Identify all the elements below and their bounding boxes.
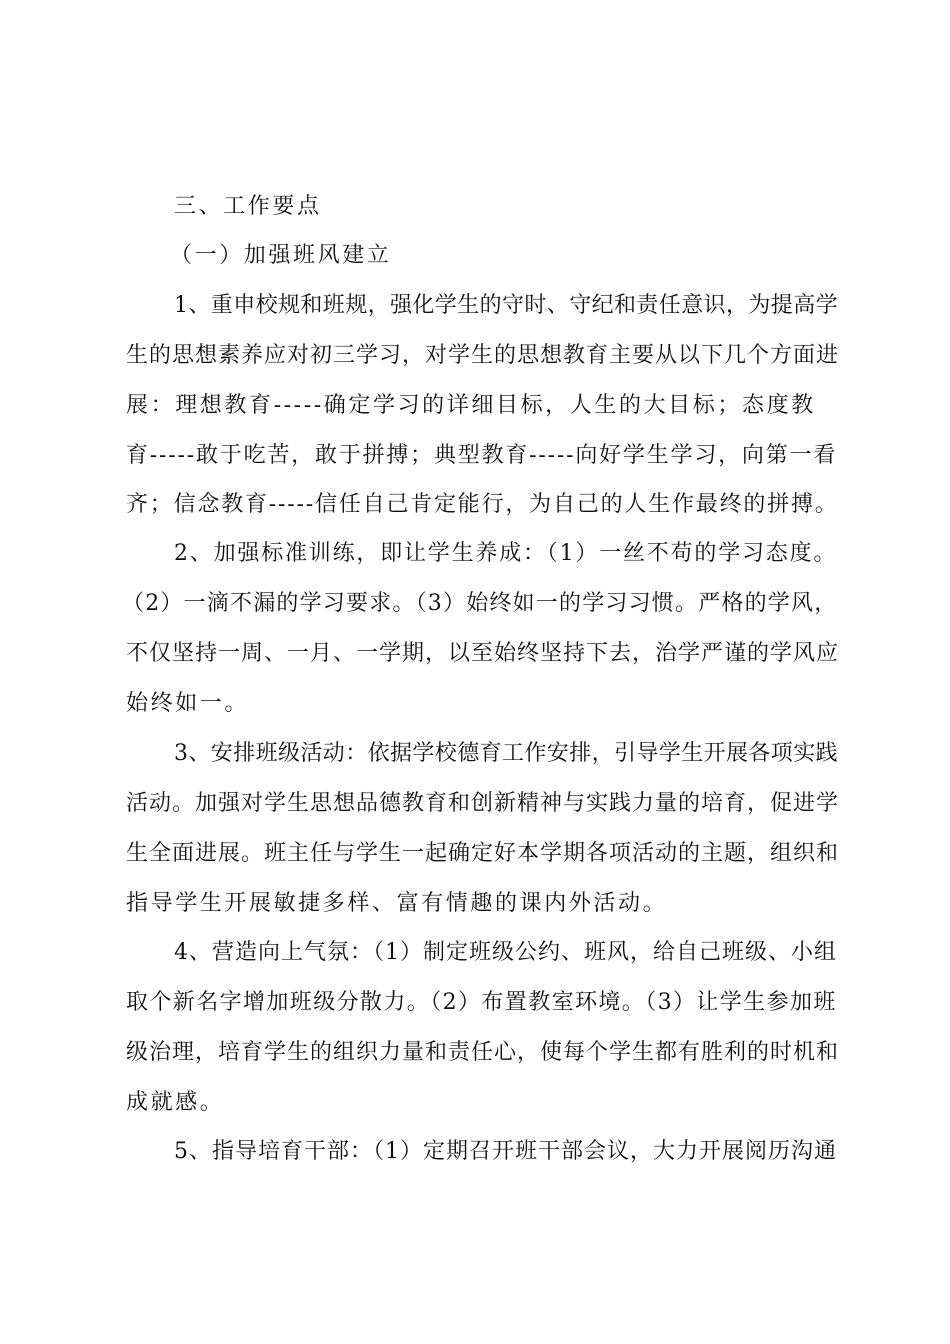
paragraph-line: 展：理想教育-----确定学习的详细目标，人生的大目标；态度教 [126, 393, 816, 418]
subsection-heading: （一）加强班风建立 [170, 243, 392, 268]
paragraph-line: 不仅坚持一周、一月、一学期，以至始终坚持下去，治学严谨的学风应 [126, 641, 840, 666]
paragraph-line: 1、重申校规和班规，强化学生的守时、守纪和责任意识，为提高学 [174, 293, 838, 318]
paragraph-line: 活动。加强对学生思想品德教育和创新精神与实践力量的培育，促进学 [126, 791, 840, 816]
paragraph-line: 取个新名字增加班级分散力。（2）布置教室环境。（3）让学生参加班 [126, 990, 837, 1015]
paragraph-line: 始终如一。 [126, 691, 250, 716]
paragraph-line: 育-----敢于吃苦，敢于拼搏；典型教育-----向好学生学习，向第一看 [126, 443, 838, 468]
paragraph-line: 生全面进展。班主任与学生一起确定好本学期各项活动的主题，组织和 [126, 841, 840, 866]
paragraph-line: （2）一滴不漏的学习要求。（3）始终如一的学习习惯。严格的学风， [122, 591, 838, 616]
paragraph-line: 级治理，培育学生的组织力量和责任心，使每个学生都有胜利的时机和 [126, 1040, 840, 1065]
paragraph-line: 指导学生开展敏捷多样、富有情趣的课内外活动。 [126, 891, 668, 916]
paragraph-line: 5、指导培育干部：（1）定期召开班干部会议，大力开展阅历沟通 [174, 1139, 837, 1164]
paragraph-line: 齐；信念教育-----信任自己肯定能行，为自己的人生作最终的拼搏。 [126, 492, 839, 517]
section-heading: 三、工作要点 [174, 194, 322, 219]
paragraph-line: 成就感。 [126, 1090, 225, 1115]
paragraph-line: 2、加强标准训练，即让学生养成：（1）一丝不苟的学习态度。 [174, 541, 838, 566]
paragraph-line: 3、安排班级活动：依据学校德育工作安排，引导学生开展各项实践 [174, 741, 838, 766]
paragraph-line: 生的思想素养应对初三学习，对学生的思想教育主要从以下几个方面进 [126, 343, 840, 368]
paragraph-line: 4、营造向上气氛：（1）制定班级公约、班风，给自己班级、小组 [174, 940, 837, 965]
